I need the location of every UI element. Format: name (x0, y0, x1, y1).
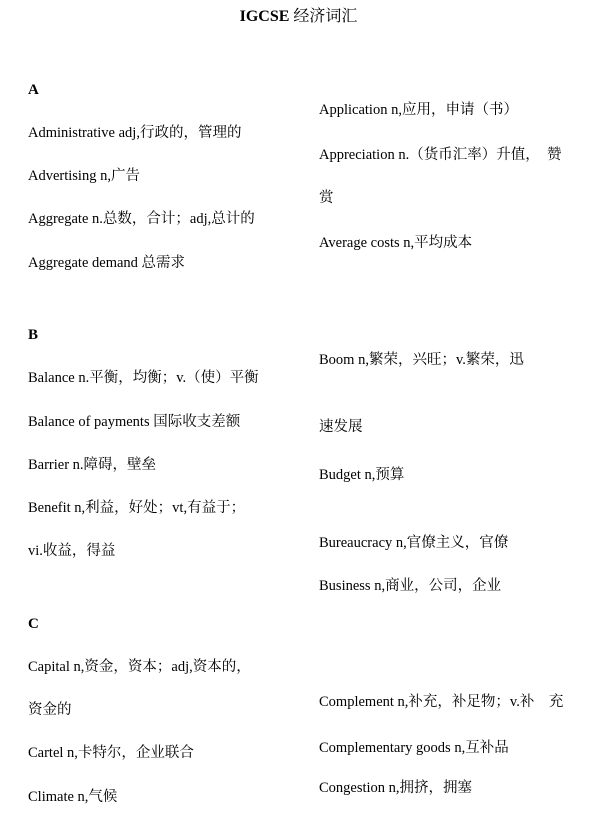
page-title (0, 6, 597, 28)
term-line: 赏 (319, 190, 334, 206)
term-line: Complementary goods n,互补品 (319, 740, 509, 756)
section-heading-b: B (28, 327, 39, 343)
term-line: Advertising n,广告 (28, 168, 140, 184)
term-line: Benefit n,利益，好处；vt,有益于； (28, 500, 246, 516)
term-line: Application n,应用，申请（书） (319, 102, 518, 118)
term-line: Appreciation n.（货币汇率）升值， 赞 (319, 147, 562, 163)
term-line: Barrier n.障碍，壁垒 (28, 457, 157, 473)
term-line: Complement n,补充，补足物；v.补 充 (319, 694, 564, 710)
section-heading-a: A (28, 82, 39, 98)
term-line: 资金的 (28, 702, 72, 718)
term-line: Budget n,预算 (319, 467, 405, 483)
term-line: Cartel n,卡特尔，企业联合 (28, 745, 194, 761)
term-line: 速发展 (319, 419, 363, 435)
term-line: Business n,商业，公司，企业 (319, 578, 502, 594)
term-line: Capital n,资金，资本；adj,资本的， (28, 659, 251, 675)
title-chinese: 经济词汇 (293, 8, 358, 25)
term-line: Balance of payments 国际收支差额 (28, 414, 241, 430)
term-line: Aggregate demand 总需求 (28, 255, 186, 271)
title-latin: IGCSE (239, 8, 290, 25)
term-line: Aggregate n.总数，合计；adj,总计的 (28, 211, 255, 227)
section-heading-c: C (28, 616, 39, 632)
term-line: Average costs n,平均成本 (319, 235, 473, 251)
term-line: Boom n,繁荣，兴旺；v.繁荣，迅 (319, 352, 524, 368)
term-line: vi.收益，得益 (28, 543, 116, 559)
term-line: Congestion n,拥挤，拥塞 (319, 780, 473, 796)
term-line: Climate n,气候 (28, 789, 118, 805)
term-line: Administrative adj,行政的，管理的 (28, 125, 242, 141)
term-line: Balance n.平衡，均衡；v.（使）平衡 (28, 370, 259, 386)
term-line: Bureaucracy n,官僚主义，官僚 (319, 535, 509, 551)
